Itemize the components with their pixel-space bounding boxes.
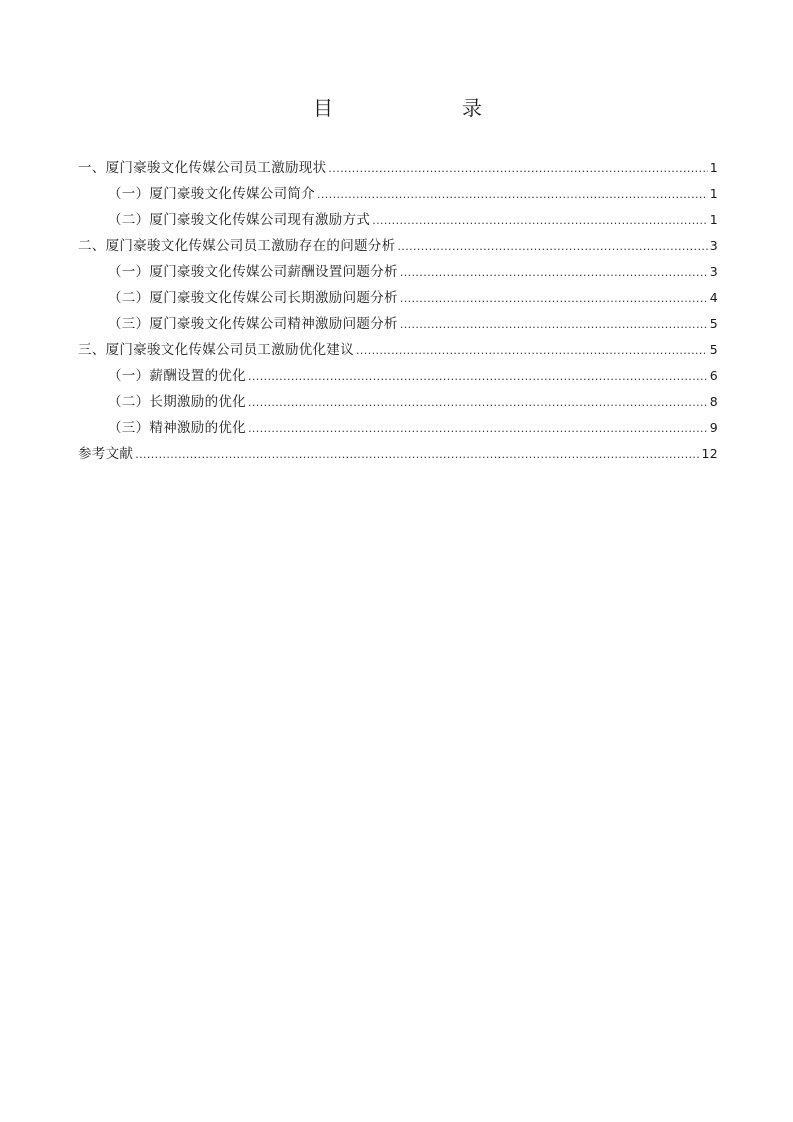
toc-entry-label: （三）厦门豪骏文化传媒公司精神激励问题分析: [108, 316, 398, 332]
toc-entry-label: （一）薪酬设置的优化: [108, 368, 246, 384]
toc-entry-references[interactable]: [78, 441, 718, 467]
toc-entry-page: 3: [709, 264, 718, 279]
toc-leader-dots: [248, 364, 708, 390]
toc-entry-label: （一）厦门豪骏文化传媒公司简介: [108, 186, 315, 202]
toc-entry-section-3-3[interactable]: [78, 415, 718, 441]
toc-entry-label: 参考文献: [78, 446, 134, 462]
toc-entry-label: （三）精神激励的优化: [108, 420, 246, 436]
toc-title-char-2: 录: [462, 96, 482, 120]
toc-entry-section-3-2[interactable]: [78, 389, 718, 415]
toc-entry-label: （二）长期激励的优化: [108, 394, 246, 410]
toc-leader-dots: [397, 234, 707, 260]
toc-entry-section-1-2[interactable]: [78, 207, 718, 233]
toc-entry-section-2-1[interactable]: [78, 259, 718, 285]
toc-entry-label: （一）厦门豪骏文化传媒公司薪酬设置问题分析: [108, 264, 398, 280]
toc-entry-label: 三、厦门豪骏文化传媒公司员工激励优化建议: [78, 342, 354, 358]
toc-leader-dots: [317, 182, 708, 208]
toc-entry-page: 12: [701, 446, 718, 461]
toc-entry-page: 6: [709, 368, 718, 383]
toc-leader-dots: [356, 338, 708, 364]
toc-entry-page: 3: [709, 238, 718, 253]
toc-entry-section-1-1[interactable]: [78, 181, 718, 207]
toc-title: [0, 94, 793, 122]
toc-entry-page: 1: [709, 186, 718, 201]
toc-leader-dots: [248, 416, 708, 442]
toc-leader-dots: [248, 390, 708, 416]
table-of-contents: [78, 155, 718, 467]
toc-entry-label: （二）厦门豪骏文化传媒公司现有激励方式: [108, 212, 371, 228]
toc-entry-page: 1: [709, 212, 718, 227]
toc-entry-label: （二）厦门豪骏文化传媒公司长期激励问题分析: [108, 290, 398, 306]
toc-entry-page: 9: [709, 420, 718, 435]
toc-entry-label: 一、厦门豪骏文化传媒公司员工激励现状: [78, 160, 327, 176]
toc-entry-section-2[interactable]: [78, 233, 718, 259]
toc-entry-section-2-2[interactable]: [78, 285, 718, 311]
toc-entry-label: 二、厦门豪骏文化传媒公司员工激励存在的问题分析: [78, 238, 396, 254]
toc-leader-dots: [372, 208, 708, 234]
toc-entry-page: 5: [709, 316, 718, 331]
toc-entry-page: 4: [709, 290, 718, 305]
toc-leader-dots: [400, 312, 708, 338]
toc-entry-section-3-1[interactable]: [78, 363, 718, 389]
toc-entry-section-2-3[interactable]: [78, 311, 718, 337]
toc-leader-dots: [135, 442, 699, 468]
toc-leader-dots: [328, 156, 707, 182]
toc-entry-page: 5: [709, 342, 718, 357]
toc-title-char-1: 目: [313, 96, 333, 120]
toc-entry-page: 8: [709, 394, 718, 409]
toc-entry-section-1[interactable]: [78, 155, 718, 181]
toc-entry-page: 1: [709, 160, 718, 175]
toc-leader-dots: [400, 260, 708, 286]
toc-entry-section-3[interactable]: [78, 337, 718, 363]
toc-leader-dots: [400, 286, 708, 312]
